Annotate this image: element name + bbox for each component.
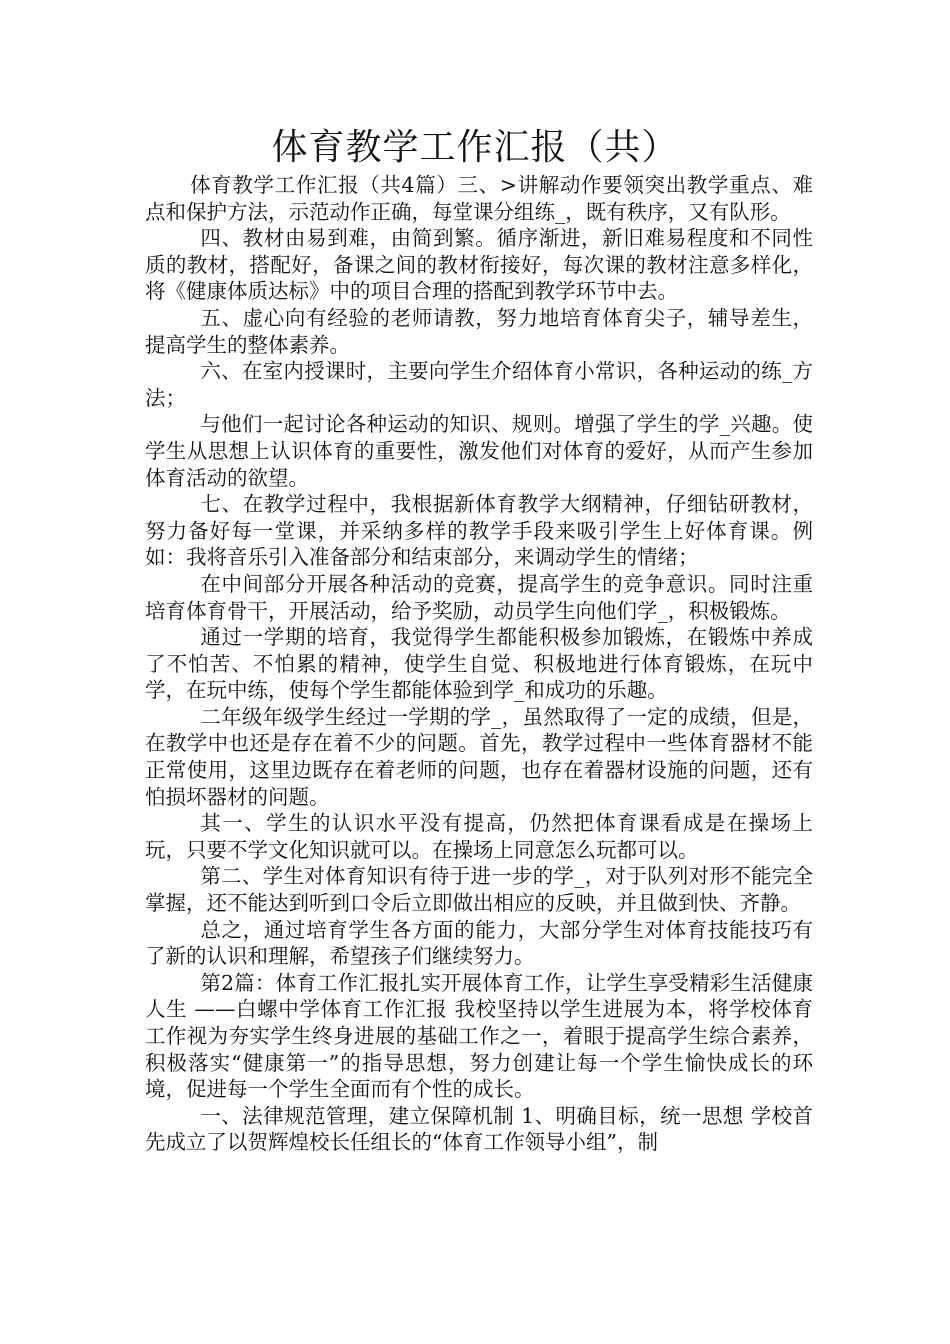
- paragraph: 通过一学期的培育，我觉得学生都能积极参加锻炼，在锻炼中养成了不怕苦、不怕累的精神，使学生自觉、积极地进行体育锻炼，在玩中学，在玩中练，使每个学生都能体验到学_和成功的乐趣。: [145, 625, 813, 703]
- document-title: 体育教学工作汇报（共）: [271, 127, 679, 168]
- paragraph: 第2篇：体育工作汇报扎实开展体育工作，让学生享受精彩生活健康人生 ——白螺中学体育工作汇报 我校坚持以学生进展为本，将学校体育工作视为夯实学生终身进展的基础工作之一，着眼于提高学生综合素养，积极落实“健康第一”的指导思想，努力创建让每一个学生愉快成长的环境，促进每一个学生全面而有个性的成长。: [145, 970, 813, 1102]
- paragraph: 总之，通过培育学生各方面的能力，大部分学生对体育技能技巧有了新的认识和理解，希望孩子们继续努力。: [145, 917, 813, 969]
- paragraph: 与他们一起讨论各种运动的知识、规则。增强了学生的学_兴趣。使学生从思想上认识体育的重要性，激发他们对体育的爱好，从而产生参加体育活动的欲望。: [145, 412, 813, 490]
- paragraph: 七、在教学过程中，我根据新体育教学大纲精神，仔细钻研教材，努力备好每一堂课，并采纳多样的教学手段来吸引学生上好体育课。例如：我将音乐引入准备部分和结束部分，来调动学生的情绪；: [145, 492, 813, 570]
- paragraph: 第二、学生对体育知识有待于进一步的学_，对于队列对形不能完全掌握，还不能达到听到口令后立即做出相应的反映，并且做到快、齐静。: [145, 864, 813, 916]
- paragraph: 四、教材由易到难，由简到繁。循序渐进，新旧难易程度和不同性质的教材，搭配好，备课之间的教材衔接好，每次课的教材注意多样化，将《健康体质达标》中的项目合理的搭配到教学环节中去。: [145, 226, 813, 304]
- paragraph: 五、虚心向有经验的老师请教，努力地培育体育尖子，辅导差生，提高学生的整体素养。: [145, 305, 813, 357]
- document-body: [145, 172, 813, 1156]
- paragraph: 在中间部分开展各种活动的竞赛，提高学生的竞争意识。同时注重培育体育骨干，开展活动，给予奖励，动员学生向他们学_，积极锻炼。: [145, 571, 813, 623]
- paragraph: 体育教学工作汇报（共4篇）三、>讲解动作要领突出教学重点、难点和保护方法，示范动作正确，每堂课分组练_，既有秩序，又有队形。: [145, 173, 813, 224]
- paragraph: 一、法律规范管理，建立保障机制 1、明确目标，统一思想 学校首先成立了以贺辉煌校长任组长的“体育工作领导小组”，制: [145, 1103, 813, 1155]
- paragraph: 其一、学生的认识水平没有提高，仍然把体育课看成是在操场上玩，只要不学文化知识就可以。在操场上同意怎么玩都可以。: [145, 811, 813, 862]
- paragraph: 二年级年级学生经过一学期的学_，虽然取得了一定的成绩，但是，在教学中也还是存在着不少的问题。首先，教学过程中一些体育器材不能正常使用，这里边既存在着老师的问题，也存在着器材设施的问题，还有怕损坏器材的问题。: [145, 704, 813, 809]
- paragraph: 六、在室内授课时，主要向学生介绍体育小常识，各种运动的练_方法；: [145, 359, 813, 410]
